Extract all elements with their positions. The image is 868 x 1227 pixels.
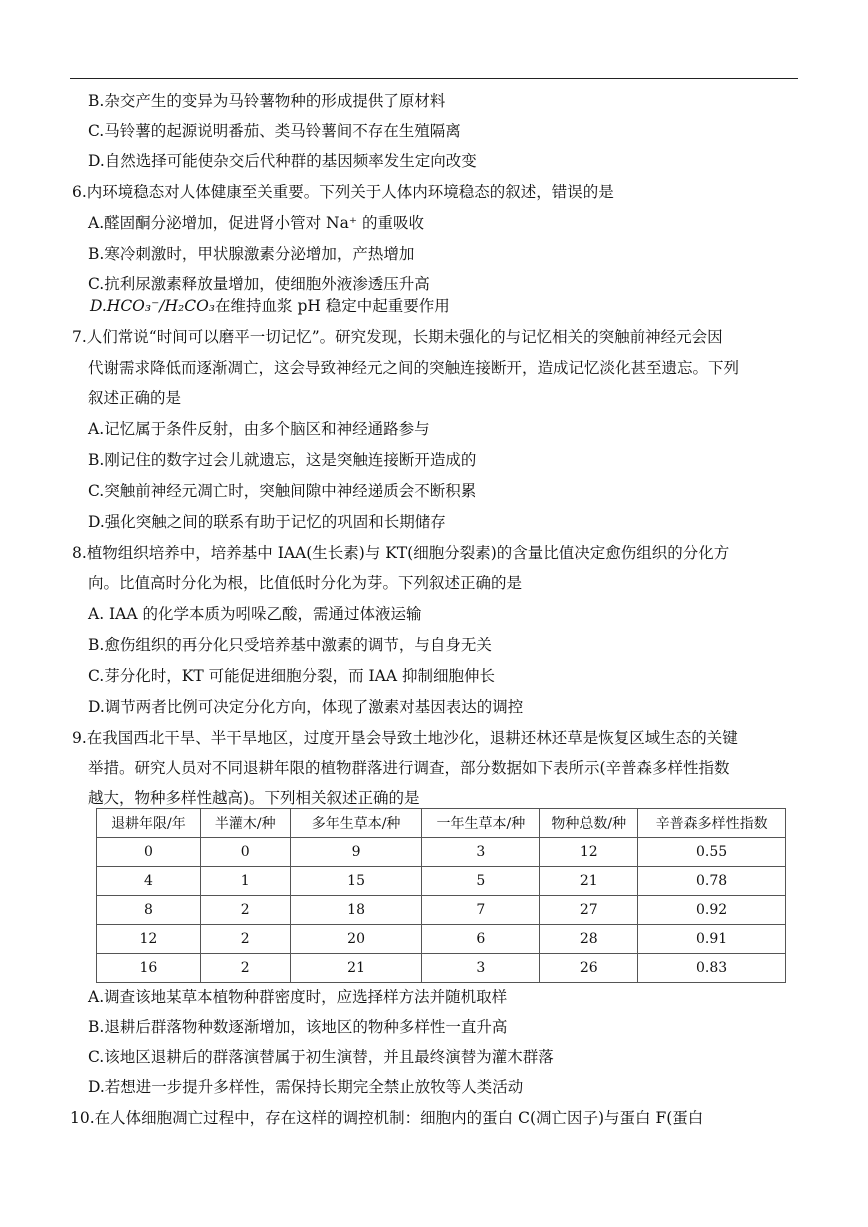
table-header-cell: 多年生草本/种 [290,809,422,838]
q9-option-a: A.调查该地某草本植物种群密度时，应选择样方法并随机取样 [88,988,508,1006]
table-cell: 2 [200,925,290,954]
q6-option-c: C.抗利尿激素释放量增加，使细胞外液渗透压升高 [88,275,430,293]
table-cell: 6 [422,925,540,954]
table-row [97,867,786,896]
table-cell: 2 [200,896,290,925]
table-cell: 0.78 [638,867,786,896]
table-cell: 12 [540,838,638,867]
table-cell: 0.91 [638,925,786,954]
table-cell: 20 [290,925,422,954]
q8-stem-line-1: 8.植物组织培养中，培养基中 IAA(生长素)与 KT(细胞分裂素)的含量比值决定愈伤组织的分化方 [72,544,730,562]
q7-option-b: B.刚记住的数字过会儿就遗忘，这是突触连接断开造成的 [88,451,477,469]
table-cell: 21 [540,867,638,896]
table-cell: 3 [422,838,540,867]
table-cell: 0.92 [638,896,786,925]
table-header-cell: 物种总数/种 [540,809,638,838]
q7-option-c: C.突触前神经元凋亡时，突触间隙中神经递质会不断积累 [88,482,477,500]
table-cell: 26 [540,954,638,983]
q8-option-b: B.愈伤组织的再分化只受培养基中激素的调节，与自身无关 [88,636,492,654]
table-cell: 1 [200,867,290,896]
table-header-cell: 辛普森多样性指数 [638,809,786,838]
table-cell: 0.83 [638,954,786,983]
q7-stem-line-3: 叙述正确的是 [88,389,182,407]
table-row [97,896,786,925]
table-cell: 2 [200,954,290,983]
table-cell: 15 [290,867,422,896]
q7-option-a: A.记忆属于条件反射，由多个脑区和神经通路参与 [88,420,430,438]
q6-option-d [90,296,450,316]
q9-data-table [96,808,786,983]
header-rule [70,78,798,79]
q5-option-b: B.杂交产生的变异为马铃薯物种的形成提供了原材料 [88,92,446,110]
q5-option-c: C.马铃薯的起源说明番茄、类马铃薯间不存在生殖隔离 [88,122,461,140]
q6-option-d-formula: D.HCO₃⁻/H₂CO₃ [90,297,216,315]
table-cell: 27 [540,896,638,925]
table-row [97,954,786,983]
table-cell: 0 [97,838,201,867]
q9-stem-line-3: 越大，物种多样性越高)。下列相关叙述正确的是 [88,789,420,807]
table-header-cell: 退耕年限/年 [97,809,201,838]
q6-option-a: A.醛固酮分泌增加，促进肾小管对 Na⁺ 的重吸收 [88,214,424,232]
q6-option-d-text: 在维持血浆 pH 稳定中起重要作用 [215,297,450,315]
table-cell: 0.55 [638,838,786,867]
q9-stem-line-1: 9.在我国西北干旱、半干旱地区，过度开垦会导致土地沙化，退耕还林还草是恢复区域生态的关键 [72,729,738,747]
q10-stem: 10.在人体细胞凋亡过程中，存在这样的调控机制：细胞内的蛋白 C(凋亡因子)与蛋白 F(蛋白 [70,1109,704,1127]
q8-option-a: A. IAA 的化学本质为吲哚乙酸，需通过体液运输 [88,605,422,623]
table-cell: 7 [422,896,540,925]
table-cell: 9 [290,838,422,867]
table-row [97,925,786,954]
q6-option-b: B.寒冷刺激时，甲状腺激素分泌增加，产热增加 [88,245,415,263]
table-row [97,838,786,867]
q9-option-b: B.退耕后群落物种数逐渐增加，该地区的物种多样性一直升高 [88,1018,508,1036]
q7-stem-line-1: 7.人们常说“时间可以磨平一切记忆”。研究发现，长期未强化的与记忆相关的突触前神经元会因 [72,328,723,346]
table-header-cell: 一年生草本/种 [422,809,540,838]
table-cell: 18 [290,896,422,925]
table-cell: 4 [97,867,201,896]
q7-option-d: D.强化突触之间的联系有助于记忆的巩固和长期储存 [88,513,446,531]
q5-option-d: D.自然选择可能使杂交后代种群的基因频率发生定向改变 [88,152,477,170]
table-cell: 3 [422,954,540,983]
q6-stem: 6.内环境稳态对人体健康至关重要。下列关于人体内环境稳态的叙述，错误的是 [72,183,614,201]
q8-option-c: C.芽分化时，KT 可能促进细胞分裂，而 IAA 抑制细胞伸长 [88,667,495,685]
table-cell: 12 [97,925,201,954]
q9-stem-line-2: 举措。研究人员对不同退耕年限的植物群落进行调查，部分数据如下表所示(辛普森多样性指数 [88,759,730,777]
q8-stem-line-2: 向。比值高时分化为根，比值低时分化为芽。下列叙述正确的是 [88,574,523,592]
q9-option-d: D.若想进一步提升多样性，需保持长期完全禁止放牧等人类活动 [88,1078,524,1096]
table-header-cell: 半灌木/种 [200,809,290,838]
table-header-row [97,809,786,838]
table-cell: 0 [200,838,290,867]
table-cell: 8 [97,896,201,925]
table-cell: 5 [422,867,540,896]
table-cell: 21 [290,954,422,983]
q7-stem-line-2: 代谢需求降低而逐渐凋亡，这会导致神经元之间的突触连接断开，造成记忆淡化甚至遗忘。下列 [88,359,740,377]
table-cell: 28 [540,925,638,954]
q8-option-d: D.调节两者比例可决定分化方向，体现了激素对基因表达的调控 [88,698,524,716]
table-cell: 16 [97,954,201,983]
q9-option-c: C.该地区退耕后的群落演替属于初生演替，并且最终演替为灌木群落 [88,1048,554,1066]
